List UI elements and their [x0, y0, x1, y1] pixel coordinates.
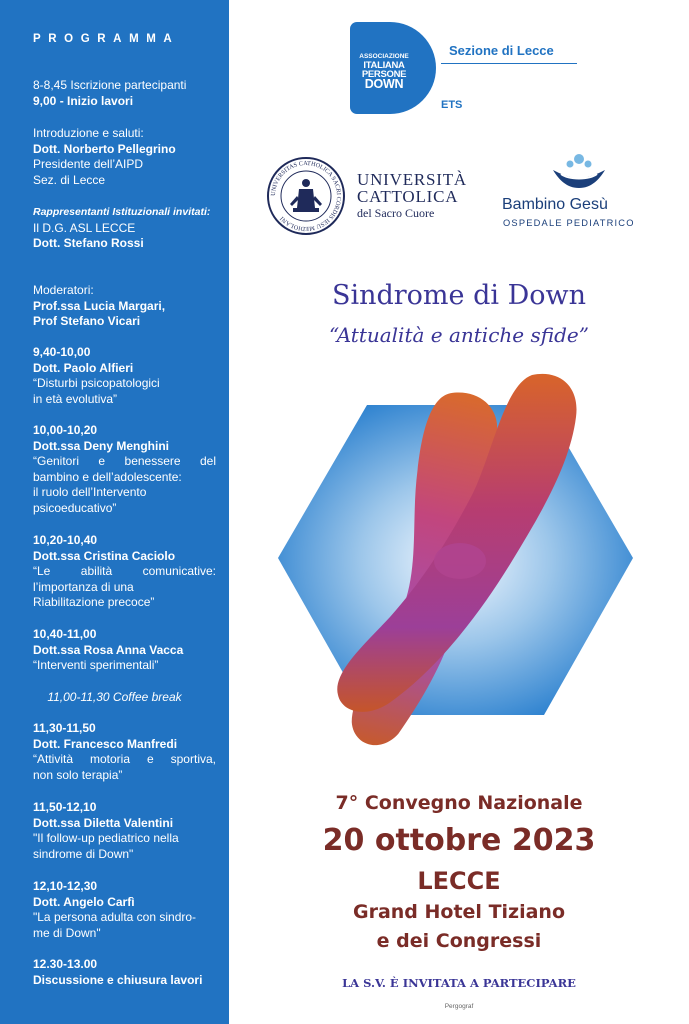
- printer-credit: Pergograf: [444, 1003, 474, 1010]
- seal-text: UNIVERSITAS CATHOLICA SACRI CORDIS IESU MEDIOLANI: [269, 159, 343, 233]
- moderators-block: [33, 283, 216, 330]
- institutional-heading: Rappresentanti Istituzionali invitati:: [33, 206, 211, 218]
- start-time: 9,00 - Inizio lavori: [33, 93, 134, 108]
- coffee-break: 11,00-11,30 Coffee break: [47, 690, 182, 704]
- institutional-block: [33, 205, 216, 252]
- talk-speaker: Dott. Francesco Manfredi: [33, 736, 178, 751]
- aipd-line-3: PERSONE: [361, 69, 407, 80]
- aipd-line-1: ASSOCIAZIONE: [359, 53, 409, 60]
- talk-time: 11,50-12,10: [33, 800, 97, 814]
- talk-item: [33, 721, 216, 783]
- talk-title-line: in età evolutiva”: [33, 391, 118, 406]
- moderators-heading: Moderatori:: [33, 283, 94, 297]
- talk-item: [33, 423, 216, 517]
- talk-title-line: “Genitori e benessere del: [33, 454, 216, 469]
- aipd-line-2: ITALIANA: [363, 60, 405, 71]
- closing-time: 12.30-13.00: [33, 957, 98, 971]
- ucsc-line-2: CATTOLICA: [357, 187, 459, 206]
- intro-heading: Introduzione e saluti:: [33, 126, 144, 140]
- talk-title-line: non solo terapia”: [33, 767, 123, 782]
- intro-speaker: Dott. Norberto Pellegrino: [33, 141, 176, 156]
- opening-block: [33, 78, 216, 109]
- talk-speaker: Dott.ssa Deny Menghini: [33, 438, 170, 453]
- convegno-label: 7° Convegno Nazionale: [335, 792, 583, 814]
- event-city: LECCE: [417, 867, 501, 895]
- intro-section: Sez. di Lecce: [33, 172, 106, 187]
- talk-item: [33, 879, 216, 941]
- talk-title-line: sindrome di Down": [33, 846, 134, 861]
- talk-item: [33, 345, 216, 407]
- aipd-line-4: DOWN: [364, 77, 404, 91]
- closing-block: [33, 957, 216, 988]
- centromere: [434, 543, 486, 579]
- talk-item: [33, 800, 216, 862]
- moderator-2: Prof Stefano Vicari: [33, 314, 141, 329]
- ucsc-name: [357, 171, 467, 221]
- talk-title-line: Riabilitazione precoce”: [33, 595, 155, 610]
- talk-title-line: bambino e dell’adolescente:: [33, 469, 182, 484]
- talk-title-line: "La persona adulta con sindro-: [33, 910, 197, 925]
- event-date: 20 ottobre 2023: [322, 823, 596, 858]
- talk-title-line: il ruolo dell’Intervento: [33, 485, 147, 500]
- program-sidebar: [0, 0, 229, 1024]
- talk-title-line: “Disturbi psicopatologici: [33, 376, 160, 391]
- registration-time: 8-8,45 Iscrizione partecipanti: [33, 78, 187, 92]
- program-title: PROGRAMMA: [33, 33, 180, 45]
- university-seal-icon: [266, 156, 346, 236]
- venue-line-1: Grand Hotel Tiziano: [352, 901, 566, 923]
- talk-title-line: l’importanza di una: [33, 579, 134, 594]
- invitation-text: LA S.V. È INVITATA A PARTECIPARE: [342, 976, 576, 990]
- talk-time: 11,30-11,50: [33, 721, 96, 735]
- ucsc-line-1: UNIVERSITÀ: [357, 170, 467, 189]
- aipd-section-name: Sezione di Lecce: [449, 43, 554, 58]
- talk-item: [33, 533, 216, 611]
- talk-title-line: "Il follow-up pediatrico nella: [33, 831, 179, 846]
- event-title: Sindrome di Down: [331, 280, 587, 311]
- talk-time: 12,10-12,30: [33, 879, 98, 893]
- bambino-gesu-subtitle: OSPEDALE PEDIATRICO: [503, 218, 635, 228]
- talk-speaker: Dott. Paolo Alfieri: [33, 360, 134, 375]
- talk-time: 10,40-11,00: [33, 627, 97, 641]
- chromosome-illustration: [272, 365, 640, 765]
- event-subtitle: “Attualità e antiche sfide”: [329, 323, 589, 347]
- talk-title-line: “Attività motoria e sportiva,: [33, 752, 216, 767]
- talk-speaker: Dott.ssa Diletta Valentini: [33, 815, 174, 830]
- talk-speaker: Dott.ssa Rosa Anna Vacca: [33, 642, 184, 657]
- bambino-gesu-logo-icon: [547, 152, 611, 194]
- aipd-divider: [441, 63, 577, 64]
- talk-title-line: “Le abilità comunicative:: [33, 564, 216, 579]
- talk-speaker: Dott.ssa Cristina Caciolo: [33, 548, 176, 563]
- intro-role: Presidente dell’AIPD: [33, 157, 144, 172]
- talk-time: 9,40-10,00: [33, 345, 91, 359]
- aipd-logo-text: [355, 52, 413, 90]
- talk-title-line: psicoeducativo”: [33, 500, 117, 515]
- closing-text: Discussione e chiusura lavori: [33, 972, 203, 987]
- talk-title-line: me di Down": [33, 925, 101, 940]
- bambino-gesu-name: Bambino Gesù: [502, 196, 608, 213]
- institutional-line2: Dott. Stefano Rossi: [33, 236, 144, 251]
- talk-time: 10,20-10,40: [33, 533, 98, 547]
- moderator-1: Prof.ssa Lucia Margari,: [33, 298, 166, 313]
- intro-block: [33, 126, 216, 188]
- institutional-line1: Il D.G. ASL LECCE: [33, 220, 136, 235]
- talk-time: 10,00-10,20: [33, 423, 98, 437]
- venue-line-2: e dei Congressi: [376, 930, 542, 952]
- talk-item: [33, 627, 216, 674]
- ucsc-line-3: del Sacro Cuore: [357, 206, 435, 220]
- aipd-ets: ETS: [441, 99, 463, 111]
- talk-title-line: “Interventi sperimentali”: [33, 658, 159, 673]
- talk-speaker: Dott. Angelo Carfì: [33, 894, 135, 909]
